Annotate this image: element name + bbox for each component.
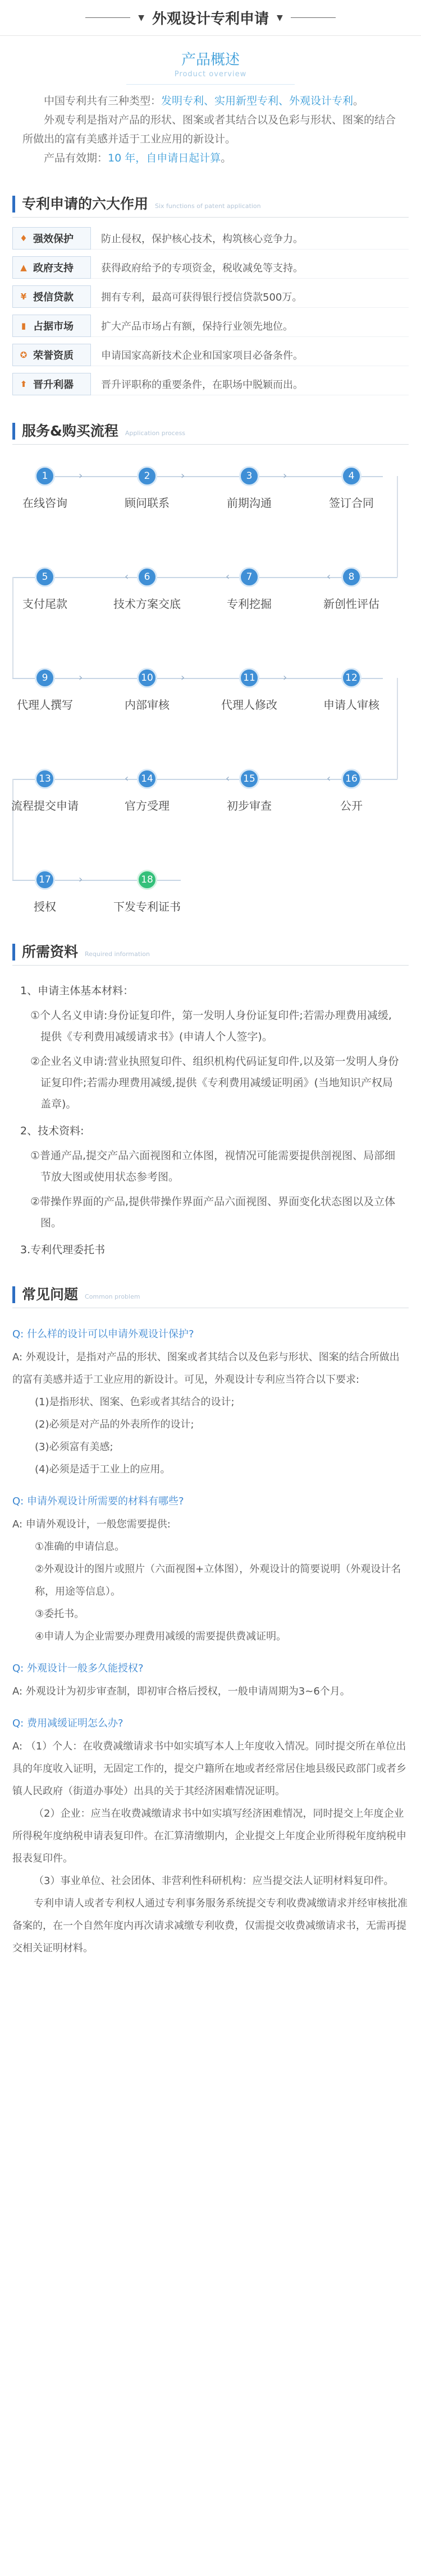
function-row <box>12 342 409 368</box>
function-label <box>12 256 91 279</box>
page-title: 外观设计专利申请 <box>152 11 269 27</box>
faq-answer-text: 专利申请人或者专利权人通过专利事务服务系统提交专利收费减缴请求并经审核批准备案的，在一个自然年度内再次请求减缴专利收费，仅需提交收费减缴请求书，无需再提交相关证明材料。 <box>12 1898 408 1954</box>
section-title-en: Common problem <box>85 1293 140 1300</box>
faq-answer-item: (2)必须是对产品的外表所作的设计; <box>35 1419 194 1430</box>
flow-step-number: 2 <box>137 466 157 486</box>
materials-item: ①个人名义申请:身份证复印件，第一发明人身份证复印件;若需办理费用减缓,提供《专利费用减缓请求书》(申请人个人签字)。 <box>30 1009 392 1043</box>
flow-step-label: 授权 <box>34 900 56 913</box>
arrow-right-icon: › <box>181 672 185 684</box>
function-label <box>12 315 91 337</box>
materials-heading: 3.专利代理委托书 <box>20 1244 106 1256</box>
overview-subtitle: Product overview <box>174 70 247 79</box>
flow-step-label: 初步审查 <box>227 799 272 812</box>
faq-answer-item: ③委托书。 <box>35 1608 85 1620</box>
top-header <box>0 0 421 36</box>
flow-step <box>0 769 90 813</box>
overview-divider <box>126 84 295 85</box>
header-line-right <box>291 17 336 18</box>
overview-p1-suffix: 。 <box>353 95 364 107</box>
faq-answer-text: A: （1）个人：在收费减缴请求书中如实填写本人上年度收入情况。同时提交所在单位出具的年度收入证明，无固定工作的，提交户籍所在地或者经常居住地县级民政部门或者乡镇人民政府（街道办事处）出具的关于其经济困难情况证明。 <box>12 1741 406 1797</box>
flow-connector <box>397 678 398 779</box>
flow-step-label: 在线咨询 <box>22 496 67 510</box>
function-label-text: 强效保护 <box>33 233 74 245</box>
flow-step-number: 7 <box>239 567 259 587</box>
section-title-en: Six functions of patent application <box>155 202 261 210</box>
header-line-left <box>85 17 130 18</box>
flow-step-label: 技术方案交底 <box>113 597 181 611</box>
arrow-left-icon: ‹ <box>125 571 129 583</box>
function-row <box>12 371 409 397</box>
materials-item: ②带操作界面的产品,提供带操作界面产品六面视图、界面变化状态图以及立体图。 <box>30 1195 396 1229</box>
section-title-en: Required information <box>85 950 150 958</box>
arrow-right-icon: › <box>181 470 185 482</box>
faq-answer <box>12 1681 409 1703</box>
function-label-text: 荣誉资质 <box>33 350 74 362</box>
section-title-text: 常见问题 <box>22 1286 79 1303</box>
faq-content <box>0 1308 421 1960</box>
function-desc: 扩大产品市场占有额，保持行业领先地位。 <box>91 315 409 337</box>
flow-step <box>102 466 192 510</box>
flow-step-label: 签订合同 <box>329 496 374 510</box>
function-row <box>12 313 409 339</box>
arrow-left-icon: ‹ <box>327 773 331 784</box>
flow-step <box>306 466 396 510</box>
faq-answer-text: （2）企业：应当在收费减缴请求书中如实填写经济困难情况，同时提交上年度企业所得税年度纳税申请表复印件。在汇算清缴期内，企业提交上年度企业所得税年度纳税申报表复印件。 <box>12 1808 406 1864</box>
flow-step-number: 8 <box>341 567 361 587</box>
flow-step-label: 流程提交申请 <box>11 799 79 812</box>
medal-icon: ✪ <box>20 350 28 360</box>
function-label <box>12 344 91 366</box>
flow-step-number: 11 <box>239 668 259 688</box>
faq-answer-text: A: 外观设计为初步审查制，即初审合格后授权，一般申请周期为3~6个月。 <box>12 1686 350 1697</box>
faq-answer-item: (4)必须是适于工业上的应用。 <box>35 1464 171 1475</box>
flow-step-number: 17 <box>35 870 55 890</box>
money-icon: ¥ <box>20 292 27 302</box>
function-desc: 申请国家高新技术企业和国家项目必备条件。 <box>91 344 409 366</box>
function-row <box>12 225 409 251</box>
faq-question: Q: 申请外观设计所需要的材料有哪些? <box>12 1495 184 1507</box>
faq-answer-text: （3）事业单位、社会团体、非营利性科研机构：应当提交法人证明材料复印件。 <box>34 1875 394 1887</box>
section-bar <box>12 1286 15 1303</box>
function-row <box>12 255 409 280</box>
faq-answer <box>12 1513 409 1648</box>
function-desc: 晋升评职称的重要条件，在职场中脱颖而出。 <box>91 373 409 395</box>
faq-title <box>0 1269 421 1303</box>
materials-heading: 1、申请主体基本材料： <box>20 985 134 997</box>
flow-step-number: 3 <box>239 466 259 486</box>
arrow-right-icon: › <box>283 672 287 684</box>
function-desc: 获得政府给予的专项资金，税收减免等支持。 <box>91 256 409 279</box>
flow-step <box>204 466 294 510</box>
section-title-text: 专利申请的六大作用 <box>22 196 149 212</box>
flow-step-number: 16 <box>341 769 361 789</box>
flow-step-label: 专利挖掘 <box>227 597 272 611</box>
flow-step <box>204 668 294 712</box>
overview-paragraph <box>22 91 399 110</box>
flow-step <box>306 769 396 813</box>
arrow-left-icon: ‹ <box>226 773 230 784</box>
function-desc: 拥有专利，最高可获得银行授信贷款500万。 <box>91 285 409 308</box>
flow-step-number: 5 <box>35 567 55 587</box>
functions-title <box>0 179 421 213</box>
overview-p3-prefix: 产品有效期： <box>44 152 108 164</box>
flow-step-label: 公开 <box>340 799 363 812</box>
faq-answer-text: A: 外观设计，是指对产品的形状、图案或者其结合以及色彩与形状、图案的结合所做出的富有美感并适于工业应用的新设计。可见，外观设计专利应当符合以下要求: <box>12 1351 400 1386</box>
faq-answer <box>12 1346 409 1481</box>
arrow-right-icon: › <box>283 470 287 482</box>
flow-step-number: 6 <box>137 567 157 587</box>
faq-answer-item: (3)必须富有美感; <box>35 1441 113 1453</box>
function-label <box>12 285 91 308</box>
overview-paragraph: 外观专利是指对产品的形状、图案或者其结合以及色彩与形状、图案的结合所做出的富有美感并适于工业应用的新设计。 <box>22 114 396 145</box>
flow-step-label: 内部审核 <box>125 698 170 712</box>
materials-heading: 2、技术资料: <box>20 1125 84 1137</box>
function-label <box>12 373 91 395</box>
triangle-down-icon: ▼ <box>138 13 144 22</box>
overview-validity: 10 年，自申请日起计算 <box>108 152 221 164</box>
upgrade-icon: ⬆ <box>20 379 28 389</box>
flow-step <box>306 567 396 611</box>
faq-answer-text: A: 申请外观设计，一般您需要提供: <box>12 1518 171 1530</box>
flow-step-number: 1 <box>35 466 55 486</box>
flow-step-label: 官方受理 <box>125 799 170 812</box>
section-bar <box>12 196 15 213</box>
flow-step <box>102 870 192 914</box>
flow-step-label: 顾问联系 <box>125 496 170 510</box>
flow-step-number: 12 <box>341 668 361 688</box>
flow-connector <box>397 476 398 577</box>
flow-diagram <box>12 445 409 994</box>
overview-p3-suffix: 。 <box>221 152 232 164</box>
materials-item: ②企业名义申请:营业执照复印件、组织机构代码证复印件,以及第一发明人身份证复印件;若需办理费用减缓,提供《专利费用减缓证明函》(当地知识产权局盖章)。 <box>30 1055 399 1110</box>
flow-step-label: 代理人撰写 <box>17 698 73 712</box>
section-bar <box>12 423 15 440</box>
arrow-right-icon: › <box>79 672 83 684</box>
flow-step-label: 支付尾款 <box>22 597 67 611</box>
flow-step-number: 14 <box>137 769 157 789</box>
flow-step <box>306 668 396 712</box>
overview-section <box>0 36 421 179</box>
triangle-down-icon: ▼ <box>277 13 283 22</box>
overview-title: 产品概述 <box>181 52 240 68</box>
function-label-text: 占据市场 <box>33 321 74 333</box>
faq-question: Q: 费用减缓证明怎么办? <box>12 1718 123 1729</box>
function-label-text: 授信贷款 <box>33 292 74 303</box>
section-title-en: Application process <box>125 430 186 437</box>
flow-step-label: 下发专利证书 <box>113 900 181 913</box>
flow-step-number: 15 <box>239 769 259 789</box>
flow-step <box>0 870 90 914</box>
function-desc: 防止侵权，保护核心技术，构筑核心竞争力。 <box>91 227 409 250</box>
flow-step-number: 10 <box>137 668 157 688</box>
flow-step-number: 4 <box>341 466 361 486</box>
flow-step <box>0 567 90 611</box>
overview-patent-types: 发明专利、实用新型专利、外观设计专利 <box>161 95 354 107</box>
materials-item: ①普通产品,提交产品六面视图和立体图，视情况可能需要提供剖视图、局部细节放大图或使用状态参考图。 <box>30 1149 396 1183</box>
section-title-text: 所需资料 <box>22 944 79 960</box>
function-row <box>12 284 409 310</box>
government-icon: ▲ <box>20 262 27 273</box>
functions-list <box>0 218 421 397</box>
overview-paragraph <box>22 149 399 168</box>
faq-answer <box>12 1735 409 1960</box>
shield-icon: ♦ <box>20 233 28 243</box>
flow-step <box>204 769 294 813</box>
flow-step <box>102 668 192 712</box>
faq-answer-item: ④申请人为企业需要办理费用减缓的需要提供费减证明。 <box>35 1631 287 1642</box>
section-title-text: 服务&购买流程 <box>22 423 118 439</box>
function-label-text: 晋升利器 <box>33 379 74 391</box>
flow-step <box>0 466 90 510</box>
flow-step-label: 申请人审核 <box>323 698 379 712</box>
flow-step <box>102 567 192 611</box>
flow-step <box>0 668 90 712</box>
arrow-left-icon: ‹ <box>226 571 230 583</box>
function-label-text: 政府支持 <box>33 262 74 274</box>
flow-step <box>204 567 294 611</box>
faq-question: Q: 什么样的设计可以申请外观设计保护? <box>12 1328 194 1340</box>
arrow-right-icon: › <box>79 874 83 885</box>
flow-step <box>102 769 192 813</box>
overview-p1-prefix: 中国专利共有三种类型： <box>44 95 162 107</box>
flow-title <box>0 406 421 440</box>
flow-step-number: 13 <box>35 769 55 789</box>
arrow-left-icon: ‹ <box>327 571 331 583</box>
faq-question: Q: 外观设计一般多久能授权? <box>12 1663 144 1674</box>
flow-step-label: 前期沟通 <box>227 496 272 510</box>
chart-icon: ▮ <box>21 321 26 331</box>
materials-content <box>0 966 421 1261</box>
flow-step-label: 代理人修改 <box>221 698 277 712</box>
flow-step-label: 新创性评估 <box>323 597 379 611</box>
arrow-right-icon: › <box>79 470 83 482</box>
faq-answer-item: ②外观设计的图片或照片（六面视图+立体图），外观设计的简要说明（外观设计名称，用途等信息）。 <box>35 1563 401 1598</box>
flow-step-number: 9 <box>35 668 55 688</box>
faq-answer-item: (1)是指形状、图案、色彩或者其结合的设计; <box>35 1396 235 1408</box>
flow-step-number: 18 <box>137 870 157 890</box>
arrow-left-icon: ‹ <box>125 773 129 784</box>
faq-answer-item: ①准确的申请信息。 <box>35 1541 125 1553</box>
function-label <box>12 227 91 250</box>
